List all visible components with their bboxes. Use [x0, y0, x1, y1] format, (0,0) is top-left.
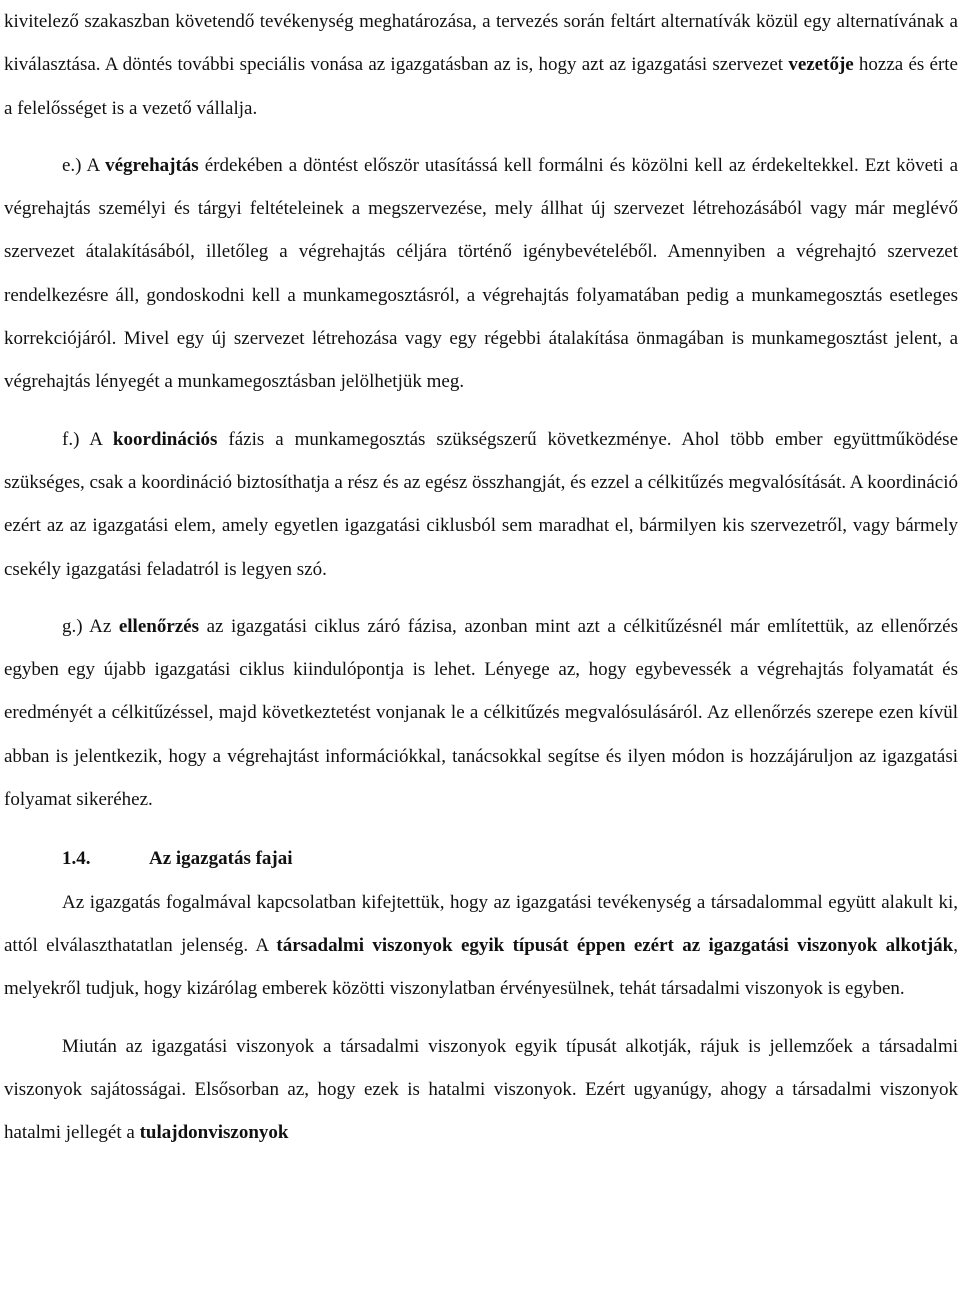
section-heading: [4, 837, 958, 880]
paragraph-power-relations: [4, 1025, 958, 1155]
text: Az igazgatás fogalmával kapcsolatban kifejtettük, hogy az igazgatási tevékenység a társadalommal együtt alakult ki, attól elválaszthatatlan jelenség. A: [4, 891, 958, 956]
text: hozza és érte a felelősséget is a vezető vállalja.: [4, 54, 958, 119]
text: fázis a munkamegosztás szükségszerű következménye. Ahol több ember együttműködése szükséges, csak a koordináció biztosíthatja a rész és az egész összhangját, és ezzel a célkitűzés megvalósítását. A koordináció ezért az az igazgatási elem, amely egyetlen igazgatási ciklusból sem maradhat el, bármilyen kis szervezetről, vagy bármely csekély igazgatási feladatról is legyen szó.: [4, 428, 959, 580]
paragraph-control: [4, 605, 958, 821]
document-page: [4, 0, 958, 1154]
bold-term-ownership: tulajdonviszonyok: [139, 1122, 289, 1144]
text: érdekében a döntést először utasítássá kell formálni és közölni kell az érdekeltekkel. Ezt követi a végrehajtás személyi és tárgyi feltételeinek a megszervezése, mely állhat új szervezet létrehozásából vagy már meglévő szervezet átalakításából, illetőleg a végrehajtás céljára történő igénybevételéből. Amennyiben a végrehajtó szervezet rendelkezésre áll, gondoskodni kell a munkamegosztásról, a végrehajtás folyamatában pedig a munkamegosztás esetleges korrekciójáról. Mivel egy új szervezet létrehozása vagy egy régebbi átalakítása önmagában is munkamegosztást jelent, a végrehajtás lényegét a munkamegosztásban jelölhetjük meg.: [4, 154, 958, 393]
text: g.) Az: [62, 615, 119, 637]
text: kivitelező szakaszban követendő tevékenység meghatározása, a tervezés során feltárt alternatívák közül egy alternatívának a kiválasztása. A döntés további speciális vonása az igazgatásban az is, hogy azt az igazgatási szervezet: [4, 11, 958, 76]
section-title: Az igazgatás fajai: [149, 848, 293, 870]
bold-term-social-relations: társadalmi viszonyok egyik típusát éppen ezért az igazgatási viszonyok alkotják: [276, 934, 954, 956]
bold-term-coordination: koordinációs: [112, 428, 218, 450]
text: f.) A: [62, 428, 113, 450]
text: , melyekről tudjuk, hogy kizárólag emberek közötti viszonylatban érvényesülnek, tehát társadalmi viszonyok is egyben.: [4, 934, 958, 1000]
text: Miután az igazgatási viszonyok a társadalmi viszonyok egyik típusát alkotják, rájuk is jellemzőek a társadalmi viszonyok sajátosságai. Elsősorban az, hogy ezek is hatalmi viszonyok. Ezért ugyanúgy, ahogy a társadalmi viszonyok hatalmi jellegét a: [4, 1035, 958, 1144]
text: az igazgatási ciklus záró fázisa, azonban mint azt a célkitűzésnél már említettük, az ellenőrzés egyben egy újabb igazgatási ciklus kiindulópontja is lehet. Lényege az, hogy egybevessék a végrehajtás folyamatát és eredményét a célkitűzéssel, majd következtetést vonjanak le a célkitűzés megvalósulásáról. Az ellenőrzés szerepe ezen kívül abban is jelentkezik, hogy a végrehajtást információkkal, tanácsokkal segítse és ilyen módon is hozzájáruljon az igazgatási folyamat sikeréhez.: [4, 615, 958, 811]
paragraph-coordination: [4, 418, 958, 591]
paragraph-decision-end: [4, 0, 958, 130]
paragraph-types-intro: [4, 881, 958, 1011]
bold-term-execution: végrehajtás: [105, 154, 199, 176]
bold-term-leader: vezetője: [788, 54, 854, 76]
paragraph-execution: [4, 144, 958, 404]
section-number: 1.4.: [62, 848, 91, 870]
text: e.) A: [62, 154, 106, 176]
bold-term-control: ellenőrzés: [118, 615, 200, 637]
